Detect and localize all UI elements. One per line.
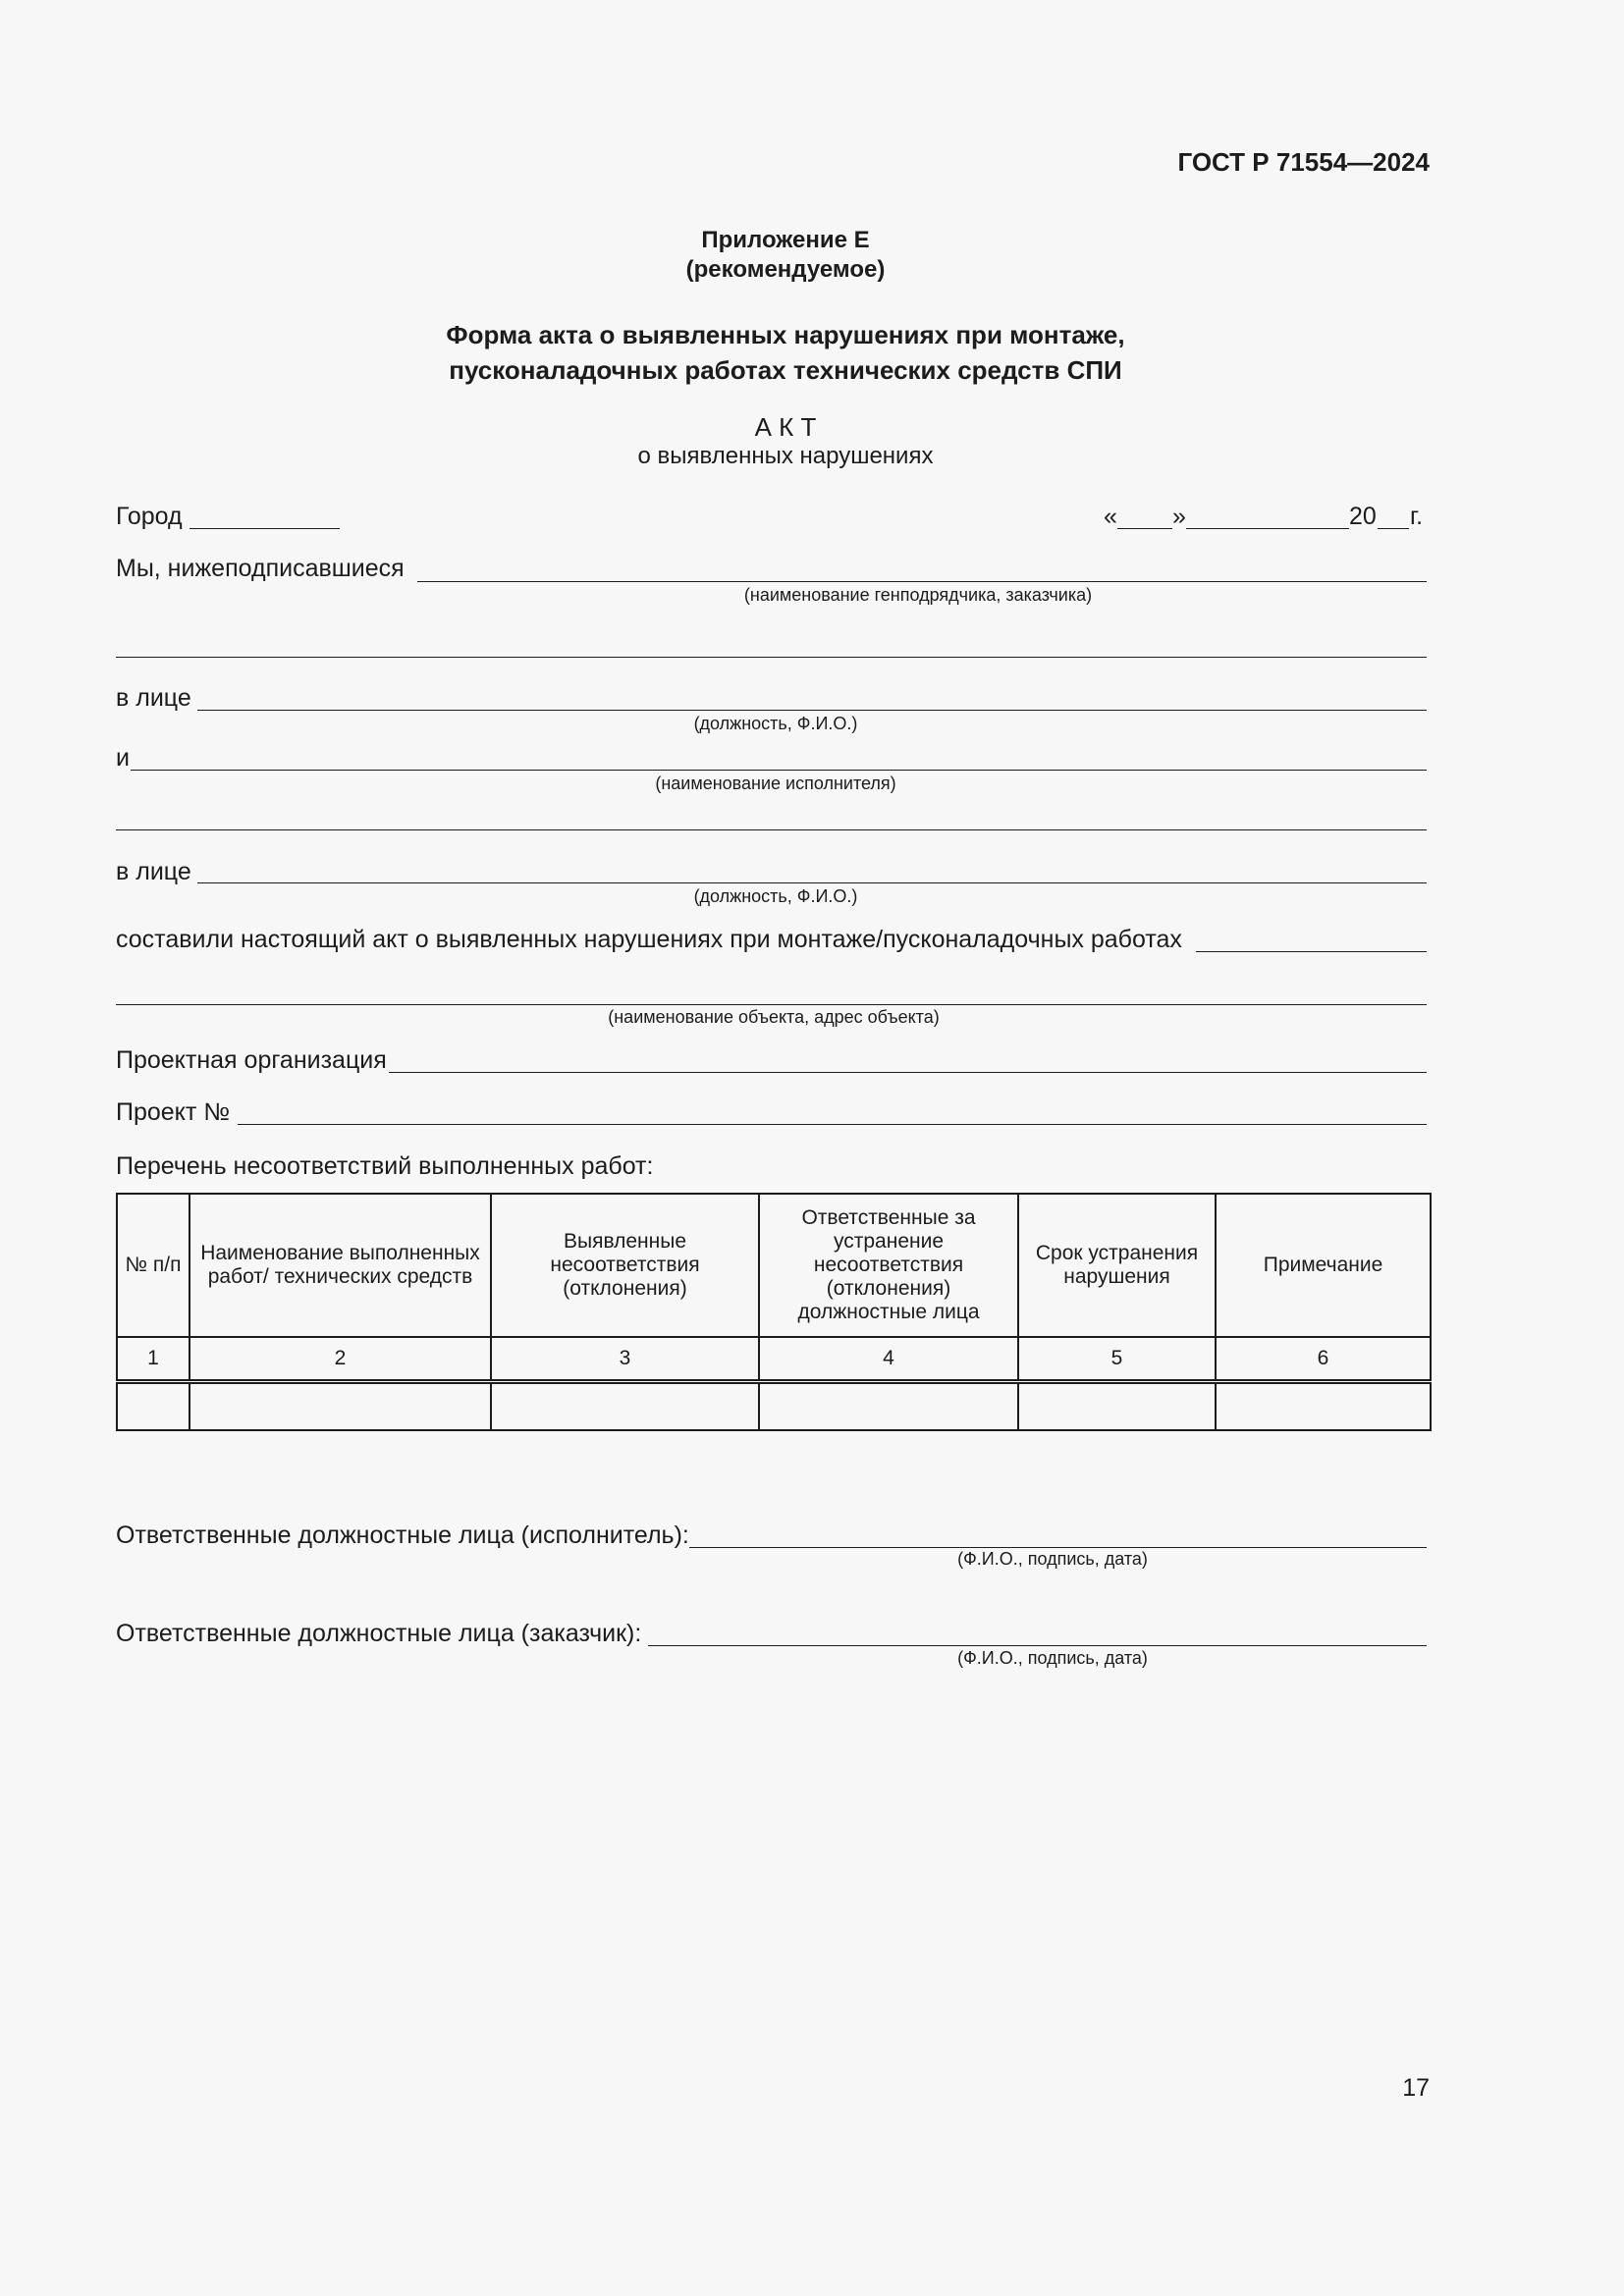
- table-header-cell: Срок устранения нарушения: [1018, 1194, 1216, 1337]
- act-subtitle: о выявленных нарушениях: [637, 443, 934, 469]
- act-heading: [295, 412, 1276, 471]
- in-person-label-2: в лице: [116, 858, 191, 885]
- table-cell[interactable]: [1216, 1382, 1431, 1431]
- table-number-cell: 2: [189, 1337, 491, 1382]
- appendix-heading: [295, 226, 1276, 285]
- in-person-field-1[interactable]: [197, 710, 1427, 711]
- date-day-field[interactable]: [1117, 528, 1172, 529]
- in-person-caption-2: (должность, Ф.И.О.): [693, 886, 858, 906]
- form-title-line-2: пусконаладочных работах технических средств СПИ: [449, 355, 1122, 385]
- in-person-caption-1: (должность, Ф.И.О.): [693, 714, 858, 733]
- design-org-field[interactable]: [389, 1072, 1427, 1073]
- and-label: и: [116, 744, 130, 772]
- undersigned-field[interactable]: [417, 581, 1427, 582]
- in-person-label-1: в лице: [116, 684, 191, 712]
- table-header-cell: Примечание: [1216, 1194, 1431, 1337]
- table-header-cell: Наименование выполненных работ/ технических средств: [189, 1194, 491, 1337]
- date-year-field[interactable]: [1378, 528, 1409, 529]
- table-header-cell: № п/п: [117, 1194, 189, 1337]
- object-field[interactable]: [1196, 951, 1427, 952]
- table-cell[interactable]: [189, 1382, 491, 1431]
- table-number-cell: 4: [759, 1337, 1018, 1382]
- table-cell[interactable]: [1018, 1382, 1216, 1431]
- date-open-quote: «: [1104, 503, 1117, 530]
- appendix-status: (рекомендуемое): [685, 256, 886, 283]
- table-number-cell: 3: [491, 1337, 759, 1382]
- nonconformity-table: [116, 1193, 1432, 1431]
- customer-signature-field[interactable]: [648, 1645, 1427, 1646]
- table-header-row: [117, 1194, 1431, 1337]
- project-field[interactable]: [238, 1124, 1427, 1125]
- page-number: 17: [1402, 2074, 1430, 2102]
- composed-text: составили настоящий акт о выявленных нарушениях при монтаже/пусконаладочных работах: [116, 926, 1182, 953]
- object-caption: (наименование объекта, адрес объекта): [608, 1007, 940, 1027]
- table-header-cell: Выявленные несоответствия (отклонения): [491, 1194, 759, 1337]
- undersigned-caption: (наименование генподрядчика, заказчика): [743, 585, 1093, 605]
- city-label: Город: [116, 503, 183, 530]
- customer-signature-label: Ответственные должностные лица (заказчик):: [116, 1620, 642, 1647]
- table-number-cell: 6: [1216, 1337, 1431, 1382]
- list-label: Перечень несоответствий выполненных работ:: [116, 1152, 654, 1180]
- design-org-label: Проектная организация: [116, 1046, 387, 1074]
- undersigned-field-continued[interactable]: [116, 657, 1427, 658]
- undersigned-label: Мы, нижеподписавшиеся: [116, 555, 405, 582]
- project-label: Проект №: [116, 1098, 231, 1126]
- table-cell[interactable]: [491, 1382, 759, 1431]
- table-numbering-row: [117, 1337, 1431, 1382]
- table-cell[interactable]: [759, 1382, 1018, 1431]
- executor-signature-field[interactable]: [689, 1547, 1427, 1548]
- contractor-field-continued[interactable]: [116, 829, 1427, 830]
- object-field-continued[interactable]: [116, 1004, 1427, 1005]
- table-row: [117, 1382, 1431, 1431]
- table-number-cell: 1: [117, 1337, 189, 1382]
- appendix-title: Приложение Е: [701, 227, 870, 253]
- contractor-caption: (наименование исполнителя): [655, 774, 896, 793]
- table-cell[interactable]: [117, 1382, 189, 1431]
- date-month-field[interactable]: [1186, 528, 1349, 529]
- executor-signature-caption: (Ф.И.О., подпись, дата): [957, 1549, 1148, 1569]
- act-title: А К Т: [754, 412, 817, 442]
- contractor-field[interactable]: [131, 770, 1427, 771]
- standard-number: ГОСТ Р 71554—2024: [1177, 147, 1430, 177]
- date-year-prefix: 20: [1349, 503, 1377, 530]
- date-year-suffix: г.: [1410, 503, 1424, 530]
- date-close-quote: »: [1172, 503, 1186, 530]
- executor-signature-label: Ответственные должностные лица (исполнитель):: [116, 1522, 689, 1549]
- city-field[interactable]: [189, 528, 340, 529]
- form-title: [245, 317, 1326, 388]
- form-title-line-1: Форма акта о выявленных нарушениях при монтаже,: [446, 320, 1125, 349]
- table-number-cell: 5: [1018, 1337, 1216, 1382]
- table-header-cell: Ответственные за устранение несоответствия (отклонения) должностные лица: [759, 1194, 1018, 1337]
- customer-signature-caption: (Ф.И.О., подпись, дата): [957, 1648, 1148, 1668]
- in-person-field-2[interactable]: [197, 882, 1427, 883]
